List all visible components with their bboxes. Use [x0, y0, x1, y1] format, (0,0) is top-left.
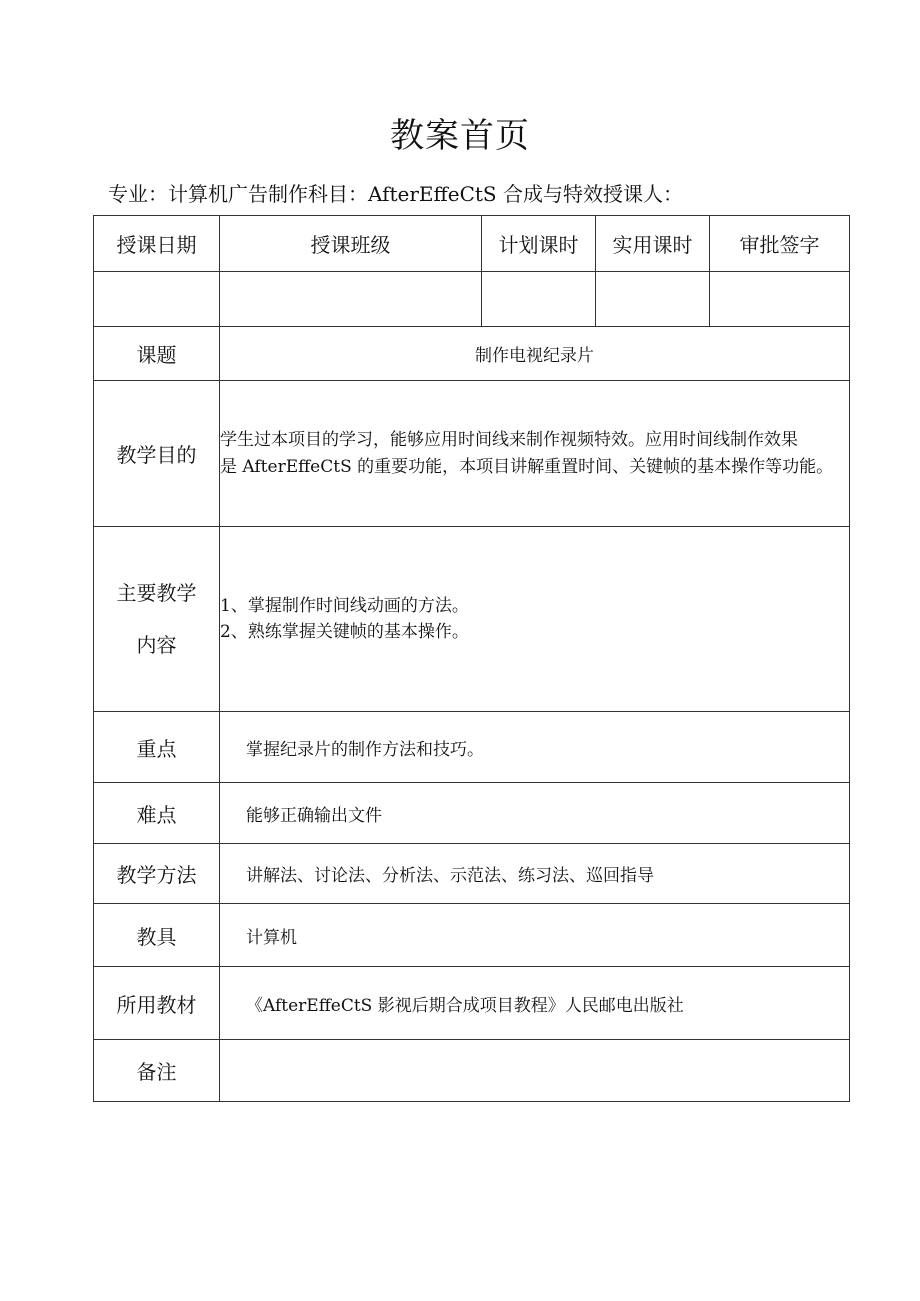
topic-row [94, 327, 850, 381]
approval-cell[interactable] [710, 272, 850, 327]
plan-hours-cell[interactable] [482, 272, 596, 327]
content-row [94, 527, 850, 712]
content-value [220, 527, 850, 712]
key-point-value: 掌握纪录片的制作方法和技巧。 [220, 712, 850, 783]
content-label-line-2: 内容 [136, 633, 177, 657]
class-cell[interactable] [220, 272, 482, 327]
objective-label: 教学目的 [94, 381, 220, 527]
blank-value-row [94, 272, 850, 327]
method-label: 教学方法 [94, 844, 220, 904]
method-row [94, 844, 850, 904]
content-item-2: 2、熟练掌握关键帧的基本操作。 [220, 622, 469, 642]
tools-value: 计算机 [220, 904, 850, 967]
remarks-value[interactable] [220, 1040, 850, 1102]
actual-hours-cell[interactable] [596, 272, 710, 327]
header-class: 授课班级 [220, 216, 482, 272]
key-point-label: 重点 [94, 712, 220, 783]
content-item-1: 1、掌握制作时间线动画的方法。 [220, 595, 469, 616]
topic-label: 课题 [94, 327, 220, 381]
textbook-label: 所用教材 [94, 967, 220, 1040]
key-point-row [94, 712, 850, 783]
header-plan-hours: 计划课时 [482, 216, 596, 272]
date-cell[interactable] [94, 272, 220, 327]
objective-row [94, 381, 850, 527]
difficulty-value: 能够正确输出文件 [220, 783, 850, 844]
header-row [94, 216, 850, 272]
textbook-value: 《AfterEffeCtS 影视后期合成项目教程》人民邮电出版社 [220, 967, 850, 1040]
objective-line-2: 是 AfterEffeCtS 的重要功能，本项目讲解重置时间、关键帧的基本操作等功能。 [220, 456, 834, 477]
lesson-plan-table [93, 215, 850, 1102]
course-meta-line: 专业：计算机广告制作科目：AfterEffeCtS 合成与特效授课人： [108, 182, 683, 206]
page-title: 教案首页 [390, 116, 530, 156]
textbook-row [94, 967, 850, 1040]
content-label-line-1: 主要教学 [116, 581, 197, 605]
header-date: 授课日期 [94, 216, 220, 272]
difficulty-row [94, 783, 850, 844]
method-value: 讲解法、讨论法、分析法、示范法、练习法、巡回指导 [220, 844, 850, 904]
remarks-label: 备注 [94, 1040, 220, 1102]
tools-label: 教具 [94, 904, 220, 967]
objective-value [220, 381, 850, 527]
remarks-row [94, 1040, 850, 1102]
topic-value: 制作电视纪录片 [220, 327, 850, 381]
header-actual-hours: 实用课时 [596, 216, 710, 272]
difficulty-label: 难点 [94, 783, 220, 844]
content-label [94, 527, 220, 712]
header-approval: 审批签字 [710, 216, 850, 272]
tools-row [94, 904, 850, 967]
objective-line-1: 学生过本项目的学习，能够应用时间线来制作视频特效。应用时间线制作效果 [220, 430, 798, 451]
